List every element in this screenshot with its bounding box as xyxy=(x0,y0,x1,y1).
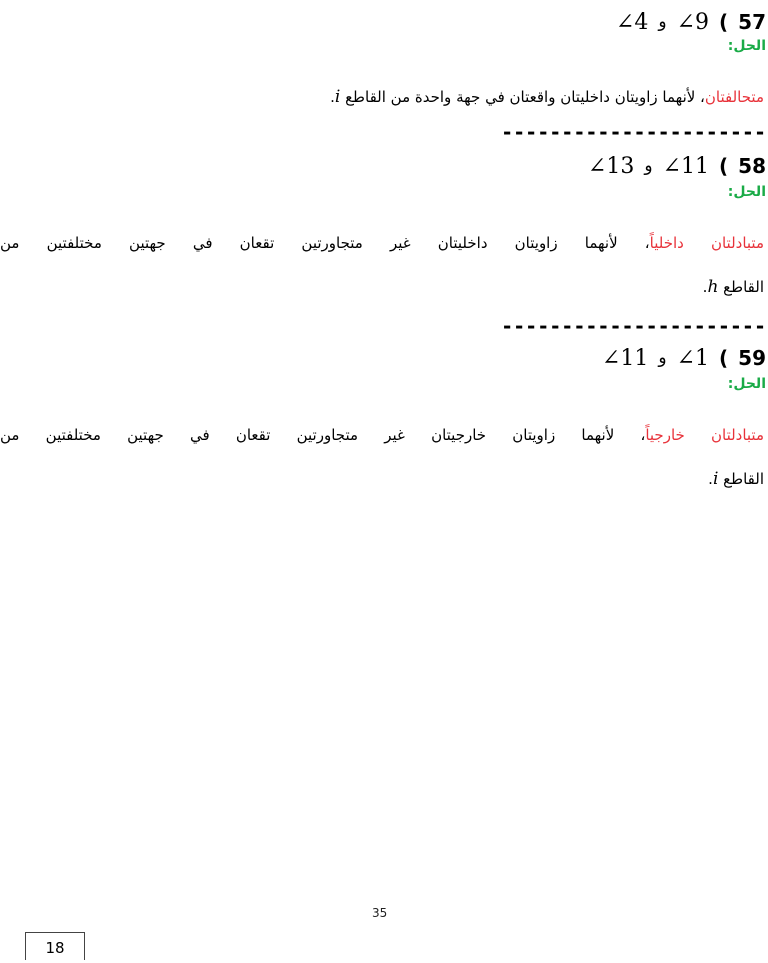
problem-number: 58 xyxy=(738,154,766,178)
problem-59-heading xyxy=(0,342,766,374)
answer-text-line2: القاطع xyxy=(723,278,764,296)
answer-58-line2: القاطع h. xyxy=(702,277,764,297)
answer-59-line2: القاطع i. xyxy=(708,469,764,489)
answer-58-line1 xyxy=(0,226,764,260)
answer-text: ، لأنهما زاويتان داخليتان واقعتان في جهة واحدة من القاطع xyxy=(345,88,705,106)
transversal-variable: i xyxy=(712,469,719,489)
separator: ---------------------- xyxy=(501,318,766,334)
separator: ---------------------- xyxy=(501,124,766,140)
answer-57: متحالفتان، لأنهما زاويتان داخليتان واقعتان في جهة واحدة من القاطع i. xyxy=(330,87,764,107)
page-box-number: 18 xyxy=(25,932,85,960)
solution-label: الحل: xyxy=(727,184,766,200)
answer-text-line2: القاطع xyxy=(723,470,764,488)
problem-number: 57 xyxy=(738,10,766,34)
answer-keyword: متحالفتان xyxy=(704,88,764,106)
answer-text: ، لأنهما زاويتان داخليتان غير متجاورتين تقعان في جهتين مختلفتين من xyxy=(0,234,650,252)
problem-58-heading xyxy=(0,150,766,182)
answer-text: ، لأنهما زاويتان خارجيتان غير متجاورتين تقعان في جهتين مختلفتين من xyxy=(0,426,646,444)
angle-a: ∠11 xyxy=(601,345,649,371)
problem-paren: ( xyxy=(719,346,729,370)
conjunction: و xyxy=(658,12,667,32)
solution-label: الحل: xyxy=(727,38,766,54)
angle-b: ∠9 xyxy=(676,9,710,35)
conjunction: و xyxy=(644,156,653,176)
angle-a: ∠4 xyxy=(615,9,649,35)
angle-a: ∠13 xyxy=(587,153,635,179)
transversal-variable: h xyxy=(707,277,719,297)
conjunction: و xyxy=(658,348,667,368)
problem-number: 59 xyxy=(738,346,766,370)
answer-keyword: متبادلتان خارجياً xyxy=(645,426,764,444)
problem-paren: ( xyxy=(719,154,729,178)
angle-b: ∠1 xyxy=(676,345,710,371)
problem-paren: ( xyxy=(719,10,729,34)
problem-57-heading xyxy=(0,6,766,38)
solution-label: الحل: xyxy=(727,376,766,392)
answer-keyword: متبادلتان داخلياً xyxy=(649,234,764,252)
answer-59-line1 xyxy=(0,418,764,452)
angle-b: ∠11 xyxy=(662,153,710,179)
transversal-variable: i xyxy=(334,87,341,107)
page-number: 35 xyxy=(372,906,388,920)
